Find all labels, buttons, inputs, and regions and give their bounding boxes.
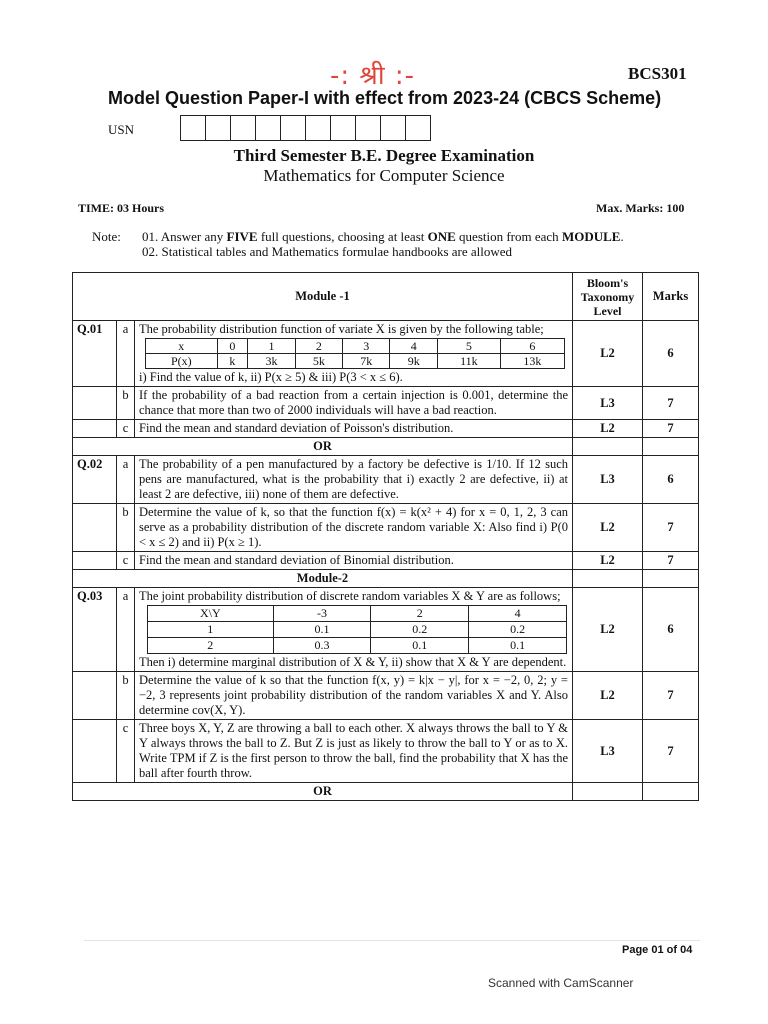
usn-box xyxy=(331,116,356,140)
table-cell: 11k xyxy=(437,354,500,369)
question-text: The probability of a pen manufactured by a factory be defective is 1/10. If 12 such pens are manufactured, what is the probability that i) exactly 2 are defective, ii) at least 2 are defective, iii) none of them are defective. xyxy=(135,456,573,504)
table-cell: 4 xyxy=(469,606,567,622)
marks-value: 6 xyxy=(643,321,699,387)
table-cell: 3 xyxy=(343,339,390,354)
blooms-level: L2 xyxy=(573,552,643,570)
marks-value: 7 xyxy=(643,552,699,570)
table-cell: 2 xyxy=(148,638,274,654)
question-number: Q.02 xyxy=(73,456,117,504)
sub-label: b xyxy=(117,387,135,420)
marks-value: 7 xyxy=(643,387,699,420)
usn-box xyxy=(231,116,256,140)
question-text: Find the mean and standard deviation of Binomial distribution. xyxy=(135,552,573,570)
scanner-watermark: Scanned with CamScanner xyxy=(488,976,634,990)
usn-box xyxy=(206,116,231,140)
table-cell: 5k xyxy=(295,354,342,369)
sub-label: a xyxy=(117,456,135,504)
usn-box xyxy=(306,116,331,140)
question-row xyxy=(73,420,699,438)
question-text: Determine the value of k so that the function f(x, y) = k|x − y|, for x = −2, 0, 2; y = −2, 3 represents joint probability distribution of the random variables X and Y. Also determine cov(X, Y). xyxy=(135,672,573,720)
question-text: Determine the value of k, so that the function f(x) = k(x² + 4) for x = 0, 1, 2, 3 can serve as a probability distribution of the discrete random variable X: Also find i) P(0 < x ≤ 2) and ii) P(x ≥ 1). xyxy=(135,504,573,552)
or-separator: OR xyxy=(73,438,573,456)
usn-box xyxy=(181,116,206,140)
table-cell: 0.2 xyxy=(469,622,567,638)
sub-label: c xyxy=(117,720,135,783)
table-cell: 6 xyxy=(500,339,564,354)
exam-title: Third Semester B.E. Degree Examination xyxy=(233,146,535,165)
table-cell: x xyxy=(146,339,218,354)
footer-divider xyxy=(84,940,700,941)
question-row xyxy=(73,321,699,387)
sub-label: b xyxy=(117,672,135,720)
table-cell: 5 xyxy=(437,339,500,354)
marks-value: 6 xyxy=(643,456,699,504)
questions-table xyxy=(72,272,699,801)
shri-heading: -: श्री :- xyxy=(330,61,415,91)
question-row xyxy=(73,720,699,783)
question-row xyxy=(73,672,699,720)
table-cell: 0.1 xyxy=(371,638,469,654)
table-cell: 1 xyxy=(148,622,274,638)
table-cell: X\Y xyxy=(148,606,274,622)
page-number: Page 01 of 04 xyxy=(622,944,693,956)
blooms-level: L3 xyxy=(573,456,643,504)
module-1-heading: Module -1 xyxy=(73,273,573,321)
sub-label: c xyxy=(117,552,135,570)
question-text: The probability distribution function of variate X is given by the following table; x 0 1 2 3 4 5 6 P(x) k 3k 5k 7k 9k 11k 13k i) Find the value of k, ii) P(x ≥ 5) & iii) P(3 < x ≤ 6). xyxy=(135,321,573,387)
max-marks-label: Max. Marks: 100 xyxy=(596,201,685,215)
usn-box xyxy=(281,116,306,140)
sub-label: c xyxy=(117,420,135,438)
question-number: Q.03 xyxy=(73,588,117,672)
table-cell: 3k xyxy=(248,354,295,369)
marks-value: 7 xyxy=(643,420,699,438)
module-2-heading: Module-2 xyxy=(73,570,573,588)
question-row xyxy=(73,588,699,672)
table-cell: 0.2 xyxy=(371,622,469,638)
table-cell: 9k xyxy=(390,354,437,369)
or-separator: OR xyxy=(73,783,573,801)
note-label: Note: xyxy=(92,229,121,244)
marks-header: Marks xyxy=(643,273,699,321)
usn-box xyxy=(381,116,406,140)
marks-value: 7 xyxy=(643,504,699,552)
blooms-level: L2 xyxy=(573,321,643,387)
usn-box xyxy=(256,116,281,140)
course-code: BCS301 xyxy=(628,64,687,83)
question-text: Find the mean and standard deviation of Poisson's distribution. xyxy=(135,420,573,438)
subject-title: Mathematics for Computer Science xyxy=(263,166,505,185)
paper-title: Model Question Paper-I with effect from 2023-24 (CBCS Scheme) xyxy=(108,88,662,108)
table-cell: 4 xyxy=(390,339,437,354)
marks-value: 7 xyxy=(643,672,699,720)
blooms-header: Bloom's Taxonomy Level xyxy=(573,273,643,321)
marks-value: 6 xyxy=(643,588,699,672)
question-row xyxy=(73,504,699,552)
table-cell: 0 xyxy=(217,339,248,354)
joint-distribution-table xyxy=(147,605,567,654)
note-2: 02. Statistical tables and Mathematics formulae handbooks are allowed xyxy=(142,244,513,259)
marks-value: 7 xyxy=(643,720,699,783)
question-number: Q.01 xyxy=(73,321,117,387)
question-text: Three boys X, Y, Z are throwing a ball to each other. X always throws the ball to Y & Y always throws the ball to Z. But Z is just as likely to throw the ball to Y or as to X. Write TPM if Z is the first person to throw the ball, find the probability that X has the ball after fourth throw. xyxy=(135,720,573,783)
table-cell: k xyxy=(217,354,248,369)
blooms-level: L3 xyxy=(573,720,643,783)
table-cell: 7k xyxy=(343,354,390,369)
table-cell: 2 xyxy=(371,606,469,622)
usn-label: USN xyxy=(108,122,135,137)
blooms-level: L2 xyxy=(573,588,643,672)
usn-box xyxy=(406,116,430,140)
table-cell: 13k xyxy=(500,354,564,369)
blooms-level: L2 xyxy=(573,420,643,438)
question-row xyxy=(73,552,699,570)
sub-label: a xyxy=(117,321,135,387)
table-cell: P(x) xyxy=(146,354,218,369)
question-row xyxy=(73,456,699,504)
time-label: TIME: 03 Hours xyxy=(78,201,165,215)
sub-label: a xyxy=(117,588,135,672)
table-cell: 0.3 xyxy=(273,638,371,654)
table-cell: -3 xyxy=(273,606,371,622)
sub-label: b xyxy=(117,504,135,552)
pdf-table xyxy=(145,338,565,369)
question-text: If the probability of a bad reaction from a certain injection is 0.001, determine the chance that more than two of 2000 individuals will have a bad reaction. xyxy=(135,387,573,420)
blooms-level: L2 xyxy=(573,672,643,720)
table-cell: 0.1 xyxy=(273,622,371,638)
table-cell: 2 xyxy=(295,339,342,354)
table-cell: 0.1 xyxy=(469,638,567,654)
usn-boxes xyxy=(180,115,431,141)
question-text: The joint probability distribution of discrete random variables X & Y are as follows; X\Y -3 2 4 1 0.1 0.2 0.2 2 0.3 0.1 0.1 Then i) determine marginal distribution of X & Y, ii) show that X & Y are dependent. xyxy=(135,588,573,672)
note-1: 01. Answer any FIVE full questions, choosing at least ONE question from each MODULE. xyxy=(142,229,624,244)
question-row xyxy=(73,387,699,420)
table-cell: 1 xyxy=(248,339,295,354)
blooms-level: L3 xyxy=(573,387,643,420)
blooms-level: L2 xyxy=(573,504,643,552)
usn-box xyxy=(356,116,381,140)
